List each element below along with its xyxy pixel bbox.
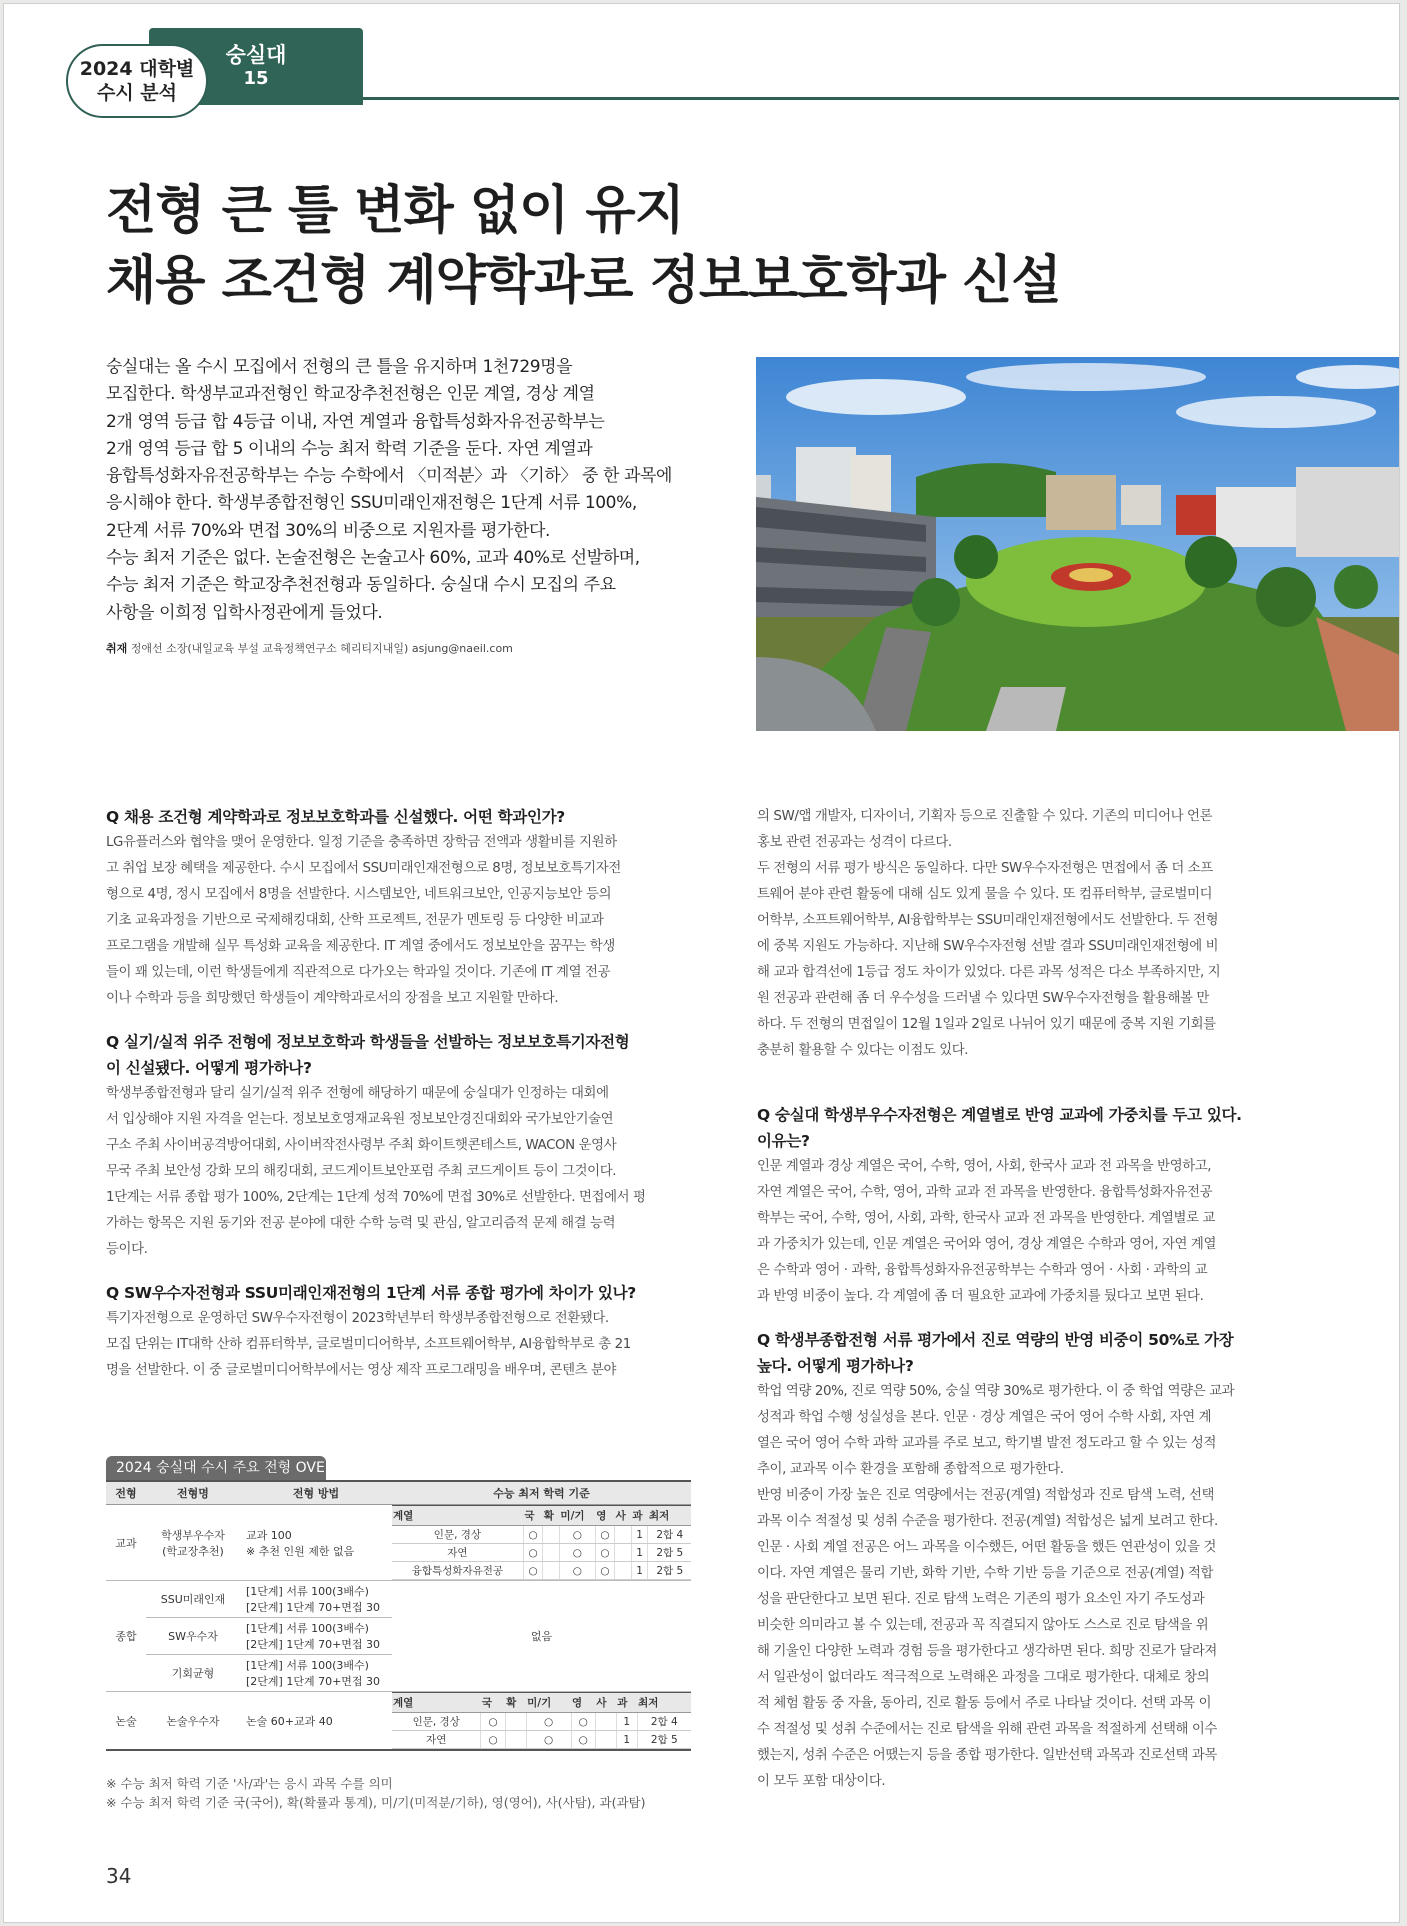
answer-line: 두 전형의 서류 평가 방식은 동일하다. 다만 SW우수자전형은 면접에서 좀 더 소프 <box>757 861 1213 876</box>
lead-line: 사항을 이희정 입학사정관에게 들었다. <box>106 602 383 623</box>
sub-cell: 2합 5 <box>648 1562 691 1580</box>
sub-cell: 1 <box>616 1731 637 1749</box>
answer-line: 명을 선발한다. 이 중 글로벌미디어학부에서는 영상 제작 프로그래밍을 배우며, 콘텐츠 분야 <box>106 1363 617 1378</box>
lead-line: 수능 최저 기준은 학교장추천전형과 동일하다. 숭실대 수시 모집의 주요 <box>106 575 616 596</box>
answer-line: 등이다. <box>106 1242 148 1257</box>
answer-line: 이다. 자연 계열은 물리 기반, 화학 기반, 수학 기반 등을 기준으로 전공(계열) 적합 <box>757 1566 1214 1581</box>
answer-line: 충분히 활용할 수 있다는 이점도 있다. <box>757 1043 969 1058</box>
sub-cell: ○ <box>523 1544 542 1562</box>
sub-cell: 자연 <box>392 1544 523 1562</box>
lead-line: 응시해야 한다. 학생부종합전형인 SSU미래인재전형은 1단계 서류 100%, <box>106 493 637 514</box>
row-name: SW우수자 <box>146 1618 240 1655</box>
question-line: Q 숭실대 학생부우수자전형은 계열별로 반영 교과에 가중치를 두고 있다. <box>757 1106 1242 1124</box>
row-min <box>392 1505 691 1581</box>
answer-line: 특기자전형으로 운영하던 SW우수자전형이 2023학년부터 학생부종합전형으로 전환됐다. <box>106 1311 609 1326</box>
row-method: 교과 100 ※ 추천 인원 제한 없음 <box>240 1505 392 1581</box>
sub-cell: ○ <box>571 1713 595 1731</box>
lead-paragraph <box>106 354 696 627</box>
sub-cell: ○ <box>595 1544 614 1562</box>
answer-line: 트웨어 분야 관련 활동에 대해 심도 있게 물을 수 있다. 또 컴퓨터학부, 글로벌미디 <box>757 887 1213 902</box>
sub-cell <box>543 1562 560 1580</box>
row-method: [1단계] 서류 100(3배수) [2단계] 1단계 70+면접 30 <box>240 1655 392 1692</box>
lead-line: 숭실대는 올 수시 모집에서 전형의 큰 틀을 유지하며 1천729명을 <box>106 357 573 377</box>
answer-line: 은 수학과 영어 · 과학, 융합특성화자유전공학부는 수학과 영어 · 사회 · 과학의 교 <box>757 1263 1208 1278</box>
sub-row <box>392 1713 691 1731</box>
lead-line: 융합특성화자유전공학부는 수능 수학에서 〈미적분〉과 〈기하〉 중 한 과목에 <box>106 466 673 487</box>
sub-row <box>392 1544 691 1562</box>
sub-cell: 2합 5 <box>637 1731 691 1749</box>
sub-header: 사 <box>595 1693 616 1713</box>
question-line: Q 학생부종합전형 서류 평가에서 진로 역량의 반영 비중이 50%로 가장 <box>757 1331 1234 1349</box>
page-number: 34 <box>106 1864 132 1888</box>
answer-line: 비슷한 의미라고 볼 수 있는데, 전공과 꼭 직결되지 않아도 스스로 진로 탐색을 위 <box>757 1618 1209 1633</box>
sub-cell: 인문, 경상 <box>392 1713 481 1731</box>
sub-cell <box>615 1526 632 1544</box>
sub-cell: ○ <box>481 1713 505 1731</box>
sub-row <box>392 1731 691 1749</box>
sub-cell: ○ <box>571 1731 595 1749</box>
sub-header: 과 <box>616 1693 637 1713</box>
sub-header: 계열 <box>392 1693 481 1713</box>
sub-cell: ○ <box>523 1562 542 1580</box>
sub-header: 최저 <box>637 1693 691 1713</box>
sub-header: 확 <box>505 1693 526 1713</box>
university-name: 숭실대 <box>225 43 287 67</box>
sub-header: 영 <box>595 1506 614 1526</box>
sub-cell: 2합 4 <box>648 1526 691 1544</box>
sub-cell: 2합 4 <box>637 1713 691 1731</box>
question-line: Q SW우수자전형과 SSU미래인재전형의 1단계 서류 종합 평가에 차이가 있나? <box>106 1284 636 1302</box>
sub-cell <box>543 1544 560 1562</box>
answer-line: 해 교과 합격선에 1등급 정도 차이가 있었다. 다른 과목 성적은 다소 부족하지만, 지 <box>757 965 1221 980</box>
question-line: 이유는? <box>757 1132 810 1150</box>
answer-line: 학업 역량 20%, 진로 역량 50%, 숭실 역량 30%로 평가한다. 이 중 학업 역량은 교과 <box>757 1384 1235 1399</box>
campus-photo <box>756 357 1399 731</box>
answer-line: 과 반영 비중이 높다. 각 계열에 좀 더 필요한 교과에 가중치를 뒀다고 보면 된다. <box>757 1289 1204 1304</box>
table-row <box>106 1692 691 1751</box>
answer-line: 이 모두 포함 대상이다. <box>757 1774 886 1789</box>
answer-line: 적 체험 활동 중 자율, 동아리, 진로 활동 등에서 주로 나타날 것이다. 선택 과목 이 <box>757 1696 1212 1711</box>
sub-header: 과 <box>631 1506 648 1526</box>
sub-cell: ○ <box>559 1562 595 1580</box>
overview-main-table <box>106 1480 691 1751</box>
answer-line: 서 일관성이 없더라도 적극적으로 노력해온 과정을 그대로 평가한다. 대체로 창의 <box>757 1670 1210 1685</box>
sub-header: 국 <box>481 1693 505 1713</box>
answer-line: LG유플러스와 협약을 맺어 운영한다. 일정 기준을 충족하면 장학금 전액과 생활비를 지원하 <box>106 835 617 850</box>
table-title: 2024 숭실대 수시 주요 전형 OVERVIEW <box>106 1456 326 1480</box>
sub-header: 영 <box>571 1693 595 1713</box>
section-gap <box>757 1064 1347 1102</box>
answer-line: 가하는 항목은 지원 동기와 전공 분야에 대한 수학 능력 및 관심, 알고리즘적 문제 해결 능력 <box>106 1216 616 1231</box>
section-gap <box>106 1263 696 1280</box>
answer-line: 형으로 4명, 정시 모집에서 8명을 선발한다. 시스템보안, 네트워크보안, 인공지능보안 등의 <box>106 887 612 902</box>
sub-cell <box>595 1713 616 1731</box>
sub-cell: 융합특성화자유전공 <box>392 1562 523 1580</box>
table-row <box>106 1505 691 1581</box>
lead-line: 2개 영역 등급 합 4등급 이내, 자연 계열과 융합특성화자유전공학부는 <box>106 411 605 432</box>
group-nonsul: 논술 <box>106 1692 146 1751</box>
sub-cell <box>505 1731 526 1749</box>
answer-line: 했는지, 성취 수준은 어땠는지 등을 종합 평가한다. 일반선택 과목과 진로선택 과목 <box>757 1748 1217 1763</box>
sub-cell: 1 <box>631 1562 648 1580</box>
answer-line: 해 기울인 다양한 노력과 경험 등을 평가한다고 생각하면 된다. 희망 진로가 달라져 <box>757 1644 1217 1659</box>
table-notes <box>106 1774 645 1812</box>
answer-line: 자연 계열은 국어, 수학, 영어, 과학 교과 전 과목을 반영한다. 융합특성화자유전공 <box>757 1185 1213 1200</box>
series-line2: 수시 분석 <box>96 82 178 104</box>
title-line2: 채용 조건형 계약학과로 정보보호학과 신설 <box>106 251 1061 311</box>
answer-line: 구소 주최 사이버공격방어대회, 사이버작전사령부 주최 화이트햇콘테스트, WACON 운영사 <box>106 1138 617 1153</box>
row-method: [1단계] 서류 100(3배수) [2단계] 1단계 70+면접 30 <box>240 1581 392 1618</box>
title-line1: 전형 큰 틀 변화 없이 유지 <box>106 181 684 241</box>
answer-line: 수 적절성 및 성취 수준에서는 진로 탐색을 위해 관련 과목을 적절하게 선택해 이수 <box>757 1722 1217 1737</box>
question-line: 이 신설됐다. 어떻게 평가하나? <box>106 1059 312 1077</box>
sub-cell: ○ <box>526 1731 571 1749</box>
row-name: 기회균형 <box>146 1655 240 1692</box>
sub-cell: ○ <box>526 1713 571 1731</box>
sub-cell <box>505 1713 526 1731</box>
sub-header: 확 <box>543 1506 560 1526</box>
note-2: ※ 수능 최저 학력 기준 국(국어), 확(확률과 통계), 미/기(미적분/기하), 영(영어), 사(사탐), 과(과탐) <box>106 1795 646 1810</box>
sub-cell: 인문, 경상 <box>392 1526 523 1544</box>
row-min: 없음 <box>392 1581 691 1692</box>
answer-line: 들이 꽤 있는데, 이런 학생들에게 직관적으로 다가오는 학과일 것이다. 기존에 IT 계열 전공 <box>106 965 611 980</box>
sub-cell: 1 <box>631 1544 648 1562</box>
answer-line: 모집 단위는 IT대학 산하 컴퓨터학부, 글로벌미디어학부, 소프트웨어학부, AI융합학부로 총 21 <box>106 1337 631 1352</box>
answer-line: 프로그램을 개발해 실무 특성화 교육을 제공한다. IT 계열 중에서도 정보보안을 꿈꾸는 학생 <box>106 939 615 954</box>
answer-line: 성적과 학업 수행 성실성을 본다. 인문 · 경상 계열은 국어 영어 수학 사회, 자연 계 <box>757 1410 1212 1425</box>
sub-cell: ○ <box>595 1562 614 1580</box>
sub-header: 최저 <box>648 1506 691 1526</box>
col-header-method: 전형 방법 <box>240 1481 392 1505</box>
col-header-name: 전형명 <box>146 1481 240 1505</box>
sub-cell: 1 <box>616 1713 637 1731</box>
left-column <box>106 804 696 1384</box>
lead-line: 모집한다. 학생부교과전형인 학교장추천전형은 인문 계열, 경상 계열 <box>106 384 595 405</box>
sub-cell <box>543 1526 560 1544</box>
credit-label: 취재 <box>106 642 128 655</box>
sub-header: 계열 <box>392 1506 523 1526</box>
answer-line: 하다. 두 전형의 면접일이 12월 1일과 2일로 나뉘어 있기 때문에 중복 지원 기회를 <box>757 1017 1216 1032</box>
sub-cell <box>595 1731 616 1749</box>
right-column <box>757 804 1347 1795</box>
answer-line: 학생부종합전형과 달리 실기/실적 위주 전형에 해당하기 때문에 숭실대가 인정하는 대회에 <box>106 1086 609 1101</box>
answer-line: 인문 계열과 경상 계열은 국어, 수학, 영어, 사회, 한국사 교과 전 과목을 반영하고, <box>757 1159 1212 1174</box>
series-line1: 2024 대학별 <box>79 58 195 80</box>
campus-photo-image <box>756 357 1399 731</box>
answer-line: 반영 비중이 가장 높은 진로 역량에서는 전공(계열) 적합성과 진로 탐색 노력, 선택 <box>757 1488 1215 1503</box>
sub-header: 사 <box>615 1506 632 1526</box>
min-criteria-table <box>392 1692 691 1749</box>
row-method: [1단계] 서류 100(3배수) [2단계] 1단계 70+면접 30 <box>240 1618 392 1655</box>
lead-line: 2단계 서류 70%와 면접 30%의 비중으로 지원자를 평가한다. <box>106 520 551 541</box>
answer-line: 에 중복 지원도 가능하다. 지난해 SW우수자전형 선발 결과 SSU미래인재전형에 비 <box>757 939 1219 954</box>
sub-header: 미/기 <box>559 1506 595 1526</box>
sub-cell: ○ <box>523 1526 542 1544</box>
sub-cell <box>615 1562 632 1580</box>
answer-line: 과 가중치가 있는데, 인문 계열은 국어와 영어, 경상 계열은 수학과 영어, 자연 계열 <box>757 1237 1216 1252</box>
row-name: 논술우수자 <box>146 1692 240 1751</box>
answer-line: 인문 · 사회 계열 전공은 어느 과목을 이수했든, 어떤 활동을 했든 연관성이 있을 것 <box>757 1540 1216 1555</box>
sub-cell: ○ <box>481 1731 505 1749</box>
sub-cell: ○ <box>559 1544 595 1562</box>
lead-line: 2개 영역 등급 합 5 이내의 수능 최저 학력 기준을 둔다. 자연 계열과 <box>106 438 593 459</box>
series-badge <box>66 44 208 118</box>
sub-cell <box>615 1544 632 1562</box>
answer-line: 고 취업 보장 혜택을 제공한다. 수시 모집에서 SSU미래인재전형으로 8명, 정보보호특기자전 <box>106 861 621 876</box>
group-gyogwa: 교과 <box>106 1505 146 1581</box>
magazine-page <box>4 4 1399 1922</box>
credit-text: 정애선 소장(내일교육 부설 교육정책연구소 헤리티지내일) asjung@naeil.com <box>127 642 513 655</box>
sub-cell: 1 <box>631 1526 648 1544</box>
answer-line: 원 전공과 관련해 좀 더 우수성을 드러낼 수 있다면 SW우수자전형을 활용해볼 만 <box>757 991 1209 1006</box>
overview-table <box>106 1456 691 1751</box>
row-name: SSU미래인재 <box>146 1581 240 1618</box>
min-criteria-table <box>392 1505 691 1580</box>
table-row <box>106 1581 691 1618</box>
sub-cell: ○ <box>559 1526 595 1544</box>
sub-header: 국 <box>523 1506 542 1526</box>
row-min <box>392 1692 691 1751</box>
article-title <box>106 176 1306 316</box>
sub-cell: ○ <box>595 1526 614 1544</box>
answer-line: 홍보 관련 전공과는 성격이 다르다. <box>757 835 952 850</box>
answer-line: 서 입상해야 지원 자격을 얻는다. 정보보호영재교육원 정보보안경진대회와 국가보안기술연 <box>106 1112 614 1127</box>
answer-line: 이나 수학과 등을 희망했던 학생들이 계약학과로서의 장점을 보고 지원할 만하다. <box>106 991 559 1006</box>
lead-line: 수능 최저 기준은 없다. 논술전형은 논술고사 60%, 교과 40%로 선발하며, <box>106 548 640 569</box>
question-line: Q 채용 조건형 계약학과로 정보보호학과를 신설했다. 어떤 학과인가? <box>106 808 566 826</box>
university-number: 15 <box>243 68 269 89</box>
answer-line: 추이, 교과목 이수 환경을 포함해 종합적으로 평가한다. <box>757 1462 1064 1477</box>
group-jonghap: 종합 <box>106 1581 146 1692</box>
sub-cell: 2합 5 <box>648 1544 691 1562</box>
note-1: ※ 수능 최저 학력 기준 '사/과'는 응시 과목 수를 의미 <box>106 1776 393 1791</box>
answer-line: 학부는 국어, 수학, 영어, 사회, 과학, 한국사 교과 전 과목을 반영한다. 계열별로 교 <box>757 1211 1216 1226</box>
sub-row <box>392 1526 691 1544</box>
section-gap <box>757 1310 1347 1327</box>
col-header-type: 전형 <box>106 1481 146 1505</box>
row-name: 학생부우수자 (학교장추천) <box>146 1505 240 1581</box>
sub-header: 미/기 <box>526 1693 571 1713</box>
answer-line: 과목 이수 적절성 및 성취 수준을 평가한다. 전공(계열) 적합성은 넓게 보려고 한다. <box>757 1514 1218 1529</box>
answer-line: 무국 주최 보안성 강화 모의 해킹대회, 코드게이트보안포럼 주최 코드게이트 등이 그것이다. <box>106 1164 617 1179</box>
answer-line: 1단계는 서류 종합 평가 100%, 2단계는 1단계 성적 70%에 면접 30%로 선발한다. 면접에서 평 <box>106 1190 646 1205</box>
col-header-min: 수능 최저 학력 기준 <box>392 1481 691 1505</box>
question-line: Q 실기/실적 위주 전형에 정보보호학과 학생들을 선발하는 정보보호특기자전형 <box>106 1033 630 1051</box>
sub-cell: 자연 <box>392 1731 481 1749</box>
section-gap <box>106 1012 696 1029</box>
credit-line <box>106 640 513 656</box>
answer-line: 의 SW/앱 개발자, 디자이너, 기획자 등으로 진출할 수 있다. 기존의 미디어나 언론 <box>757 809 1213 824</box>
row-method: 논술 60+교과 40 <box>240 1692 392 1751</box>
answer-line: 성을 판단한다고 보면 된다. 진로 탐색 노력은 기존의 평가 요소인 자기 주도성과 <box>757 1592 1205 1607</box>
question-line: 높다. 어떻게 평가하나? <box>757 1357 914 1375</box>
answer-line: 기초 교육과정을 기반으로 국제해킹대회, 산학 프로젝트, 전문가 멘토링 등 다양한 비교과 <box>106 913 604 928</box>
sub-row <box>392 1562 691 1580</box>
answer-line: 어학부, 소프트웨어학부, AI융합학부는 SSU미래인재전형에서도 선발한다. 두 전형 <box>757 913 1219 928</box>
answer-line: 열은 국어 영어 수학 과학 교과를 주로 보고, 학기별 발전 정도라고 할 수 있는 성적 <box>757 1436 1216 1451</box>
